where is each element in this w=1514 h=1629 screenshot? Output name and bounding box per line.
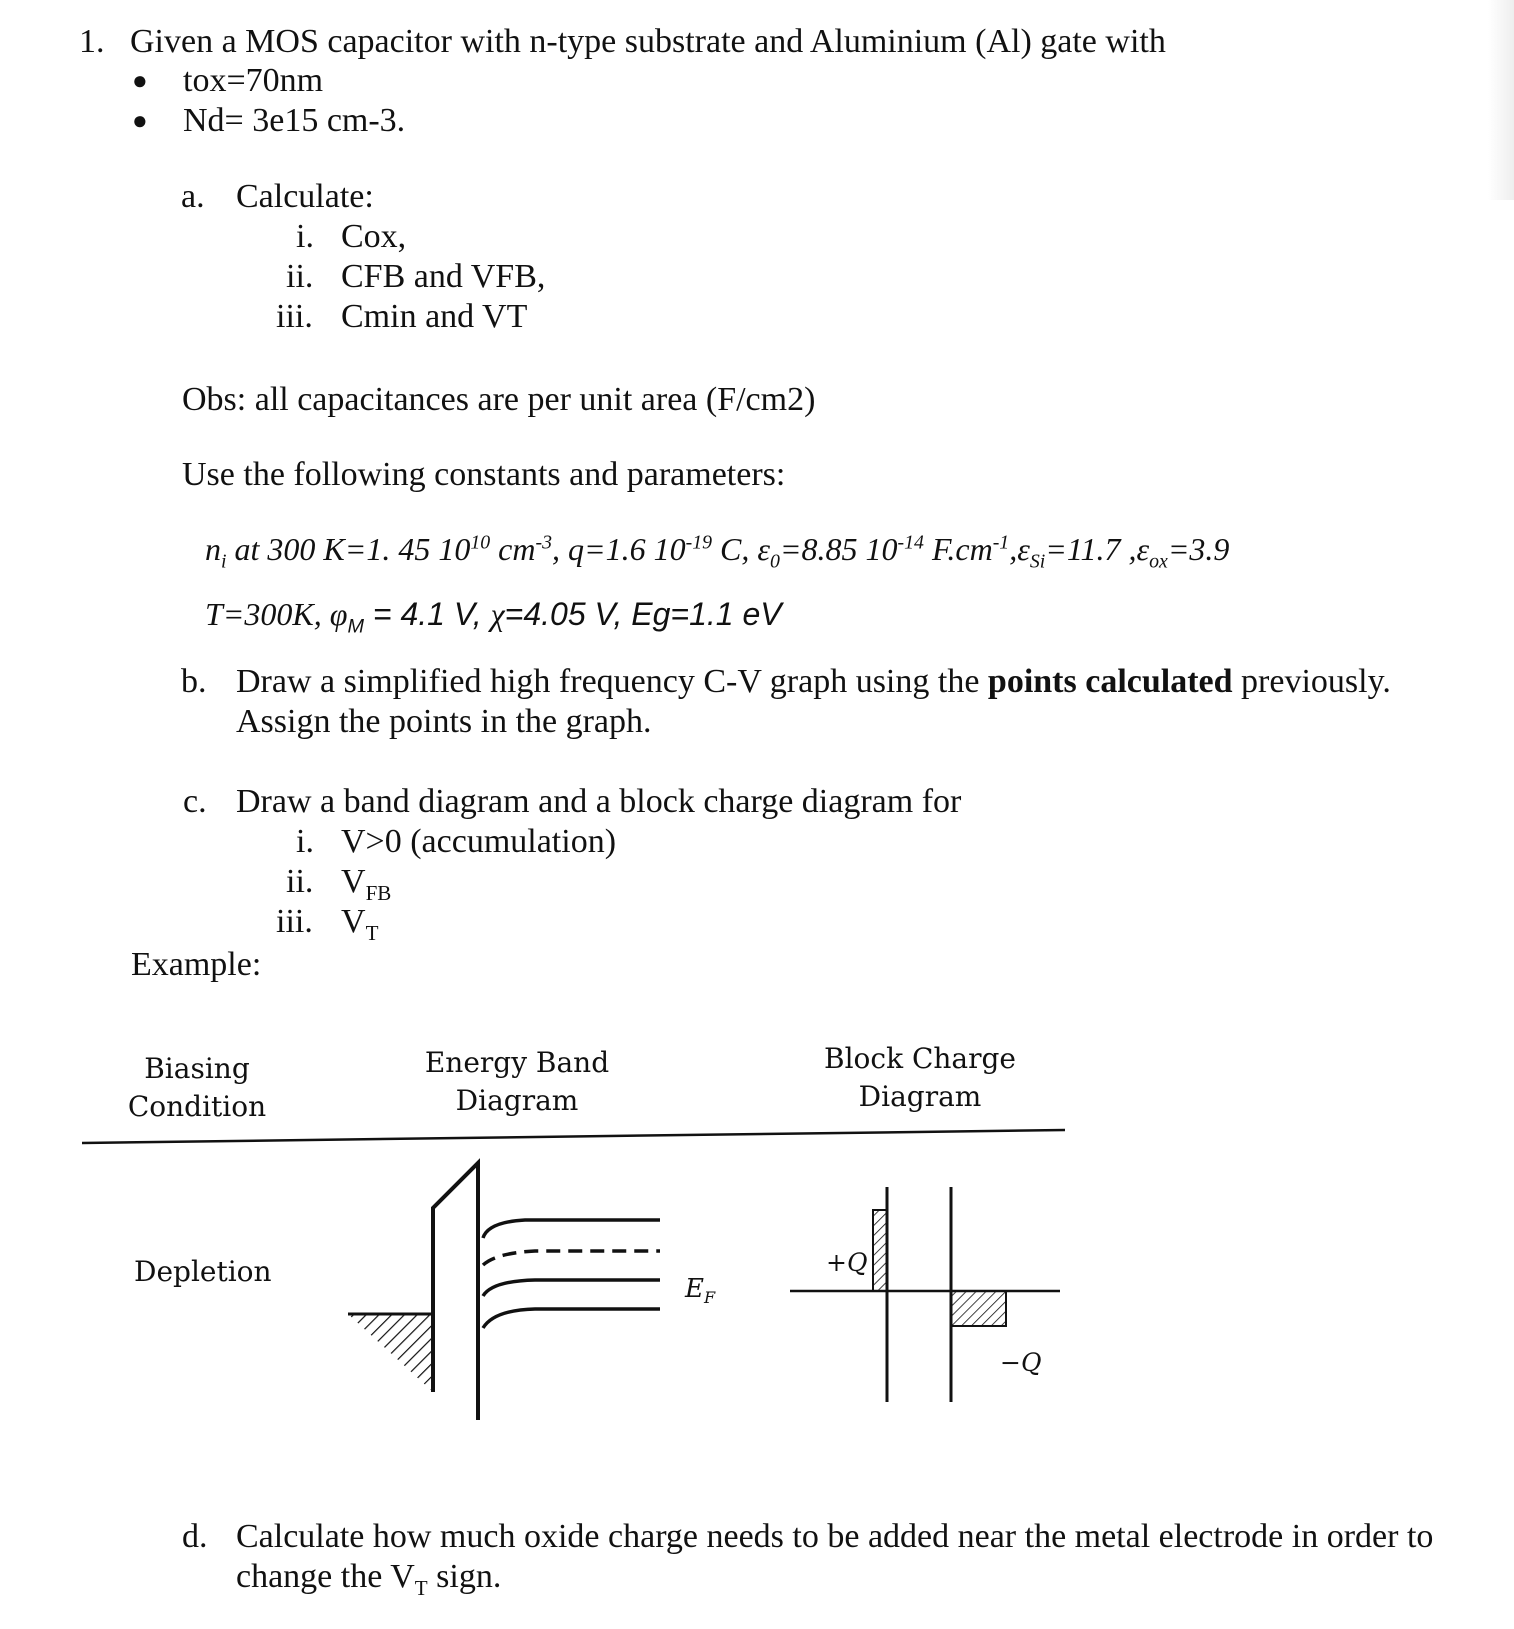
positive-charge-block	[873, 1210, 887, 1291]
plus-q-label: +Q	[826, 1248, 868, 1277]
negative-charge-block	[951, 1291, 1006, 1326]
valence-band	[483, 1309, 660, 1328]
intrinsic-level	[483, 1251, 660, 1265]
bullet-dot: ●	[132, 106, 148, 135]
obs-note: Obs: all capacitances are per unit area (F/cm2)	[182, 381, 816, 418]
part-c-item-text: V>0 (accumulation)	[341, 823, 617, 860]
minus-q-label: −Q	[1000, 1348, 1042, 1377]
part-d-letter: d.	[182, 1518, 208, 1555]
part-a-item-text: Cox,	[341, 218, 407, 255]
part-d-line-1: Calculate how much oxide charge needs to be added near the metal electrode in order to	[236, 1518, 1434, 1555]
part-c-item-text: $V_T$	[341, 903, 379, 945]
bullet-tox: tox=70nm	[183, 62, 324, 99]
example-col-biasing: Biasing Condition	[127, 1052, 267, 1123]
example-label: Example:	[131, 946, 262, 983]
part-a-title: Calculate:	[236, 178, 374, 215]
part-a-letter: a.	[181, 178, 205, 215]
question-number: 1.	[79, 23, 105, 60]
part-c-item-num: iii.	[276, 903, 313, 940]
part-a-item-num: iii.	[276, 298, 313, 335]
metal-fermi-region	[348, 1314, 433, 1392]
part-c-item-num: ii.	[286, 863, 314, 900]
part-d-line-2: change the $V_T$ sign.	[236, 1558, 502, 1600]
bullet-nd: Nd= 3e15 cm-3.	[183, 102, 406, 139]
part-a-item-num: ii.	[286, 258, 314, 295]
constants-intro: Use the following constants and parameters:	[182, 456, 786, 493]
fermi-level	[483, 1280, 660, 1296]
part-a-item-text: CFB and VFB,	[341, 258, 546, 295]
part-b-letter: b.	[181, 663, 207, 700]
conduction-band	[483, 1220, 660, 1238]
table-rule	[82, 1130, 1065, 1143]
part-b-line-2: Assign the points in the graph.	[236, 703, 652, 740]
constants-line-1: $n_i$ at 300 K=1. 45 $10^{10}$ $cm^{-3}$, q=1.6 $10^{-19}$ C, $\varepsilon_0=8.85$ $10^{-14}$ $F.cm^{-1},\varepsilon_{Si}=11.7$ $,\varepsilon_{ox}=3.9$	[205, 531, 1230, 573]
page-edge-shadow	[1488, 0, 1514, 200]
part-a-item-text: Cmin and VT	[341, 298, 528, 335]
example-col-charge: Block Charge Diagram	[824, 1042, 1016, 1113]
part-a-item-num: i.	[296, 218, 314, 255]
part-c-item-text: $V_{FB}$	[341, 863, 392, 905]
part-c-item-num: i.	[296, 823, 314, 860]
part-c-letter: c.	[183, 783, 207, 820]
bullet-dot: ●	[132, 66, 148, 95]
row-label-depletion: Depletion	[134, 1255, 272, 1288]
constants-line-2: T=300K, $\varphi_M = 4.1$ V, χ=4.05 V, Eg=1.1 eV	[205, 596, 782, 638]
example-col-band: Energy Band Diagram	[424, 1046, 610, 1117]
fermi-label: $E_F$	[685, 1274, 716, 1308]
oxide-barrier	[433, 1163, 478, 1420]
part-c-title: Draw a band diagram and a block charge diagram for	[236, 783, 962, 820]
question-intro: Given a MOS capacitor with n-type substrate and Aluminium (Al) gate with	[130, 23, 1166, 60]
part-b-line-1: Draw a simplified high frequency C-V graph using the points calculated previously.	[236, 663, 1391, 700]
